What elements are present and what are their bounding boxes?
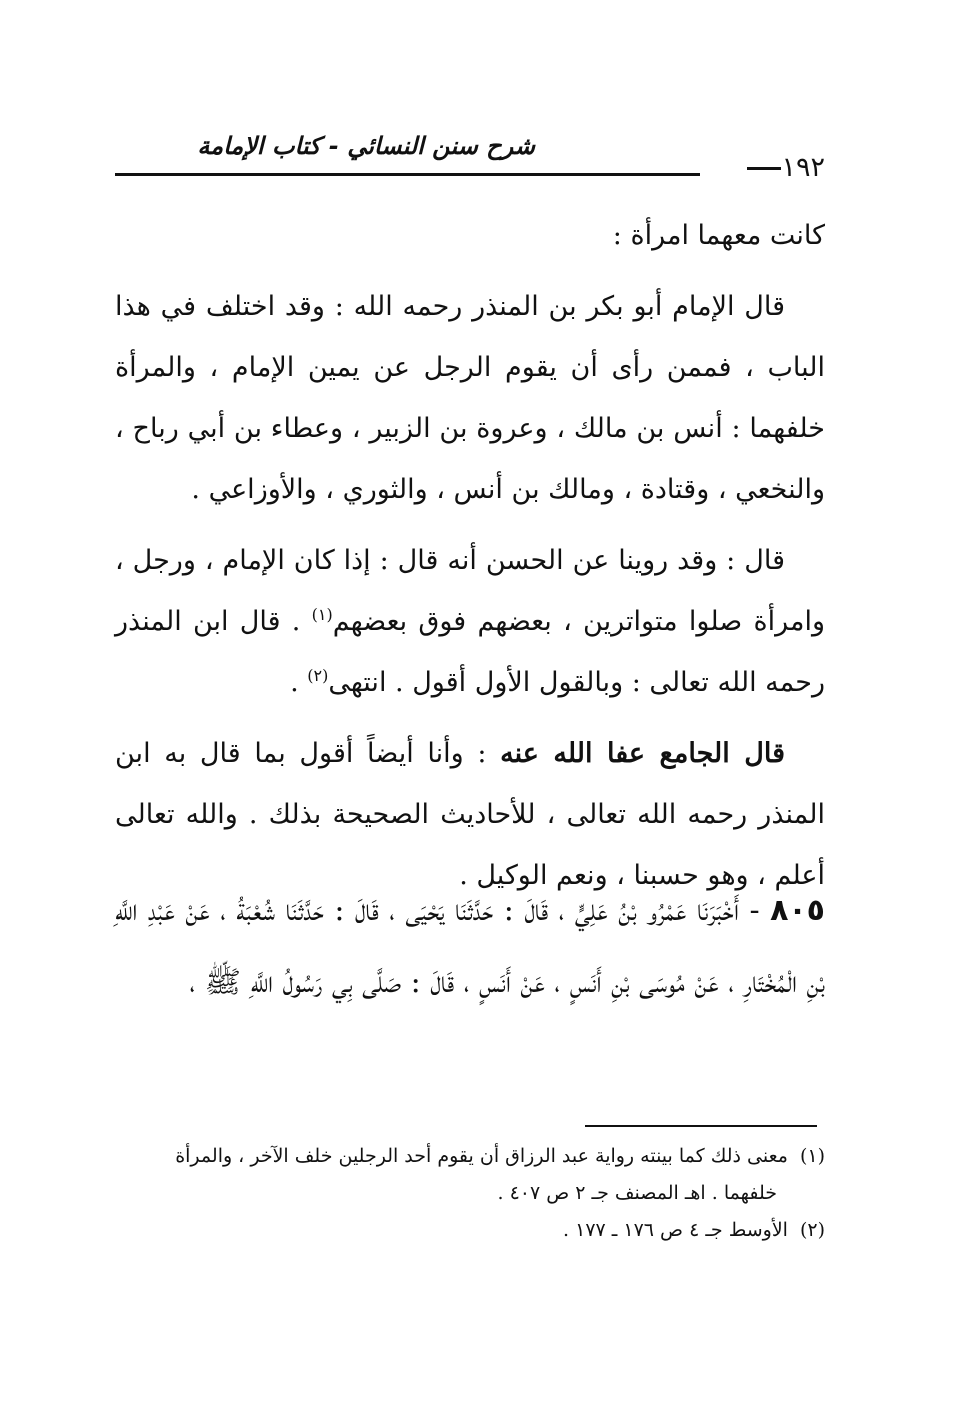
paragraph-3-rest: : وأنا أيضاً أقول بما قال به ابن المنذر رحمه الله تعالى ، للأحاديث الصحيحة بذلك . والله تعالى أعلم ، وهو حسبنا ، ونعم الوكيل .: [115, 738, 825, 891]
footnotes: [115, 1138, 825, 1249]
body-text: [115, 205, 825, 916]
paragraph-2: [115, 530, 825, 713]
page-number-dash: [747, 167, 781, 170]
footnote-ref-2: (٢): [307, 666, 329, 685]
footnote-1-continuation: خلفهما . اهـ المصنف جـ ٢ ص ٤٠٧ .: [497, 1182, 777, 1204]
paragraph-2-part-c: .: [290, 667, 308, 698]
paragraph-3-bold-intro: قال الجامع عفا الله عنه: [500, 738, 785, 769]
page-header: [115, 120, 825, 190]
footnote-2: [115, 1212, 825, 1249]
footnote-1: [115, 1138, 825, 1175]
header-rule: [115, 173, 700, 176]
footnote-rule: [585, 1125, 817, 1127]
paragraph-2-part-a: قال : وقد روينا عن الحسن أنه قال : إذا كان الإمام ، ورجل ، وامرأة صلوا متواترين ، بعضهم فوق بعضهم: [115, 545, 825, 637]
footnote-2-text: الأوسط جـ ٤ ص ١٧٦ ـ ١٧٧ .: [563, 1219, 788, 1241]
paragraph-1: قال الإمام أبو بكر بن المنذر رحمه الله : وقد اختلف في هذا الباب ، فممن رأى أن يقوم الرجل عن يمين الإمام ، والمرأة خلفهما : أنس بن مالك ، وعروة بن الزبير ، وعطاء بن أبي رباح ، والنخعي ، وقتادة ، ومالك بن أنس ، والثوري ، والأوزاعي .: [115, 291, 825, 505]
footnote-2-mark: (٢): [799, 1219, 825, 1241]
footnote-ref-1: (١): [311, 605, 333, 624]
page-number: ١٩٢: [781, 152, 825, 183]
footnote-1-line-1: معنى ذلك كما بينته رواية عبد الرزاق أن يقوم أحد الرجلين خلف الآخر ، والمرأة: [175, 1145, 788, 1167]
footnote-1-mark: (١): [799, 1145, 825, 1167]
hadith-number: ٨٠٥: [770, 893, 825, 928]
paragraph-2-part-b: . قال ابن المنذر رحمه الله تعالى : وبالقول الأول أقول . انتهى: [115, 606, 825, 698]
page-number-block: [737, 152, 825, 183]
hadith-text: [115, 875, 825, 1019]
running-title: شرح سنن النسائي - كتاب الإمامة: [197, 132, 535, 160]
paragraph-0: كانت معهما امرأة :: [612, 220, 825, 251]
hadith-body: - أَخْبَرَنَا عَمْرُو بْنُ عَلِيٍّ ، قَالَ : حَدَّثَنَا يَحْيَى ، قَالَ : حَدَّثَنَا شُعْبَةُ ، عَنْ عَبْدِ اللَّهِ بْنِ الْمُخْتَارِ ، عَنْ مُوسَى بْنِ أَنَسٍ ، عَنْ أَنَسٍ ، قَالَ : صَلَّى بِي رَسُولُ اللَّهِ ﷺ ،: [115, 893, 825, 1000]
